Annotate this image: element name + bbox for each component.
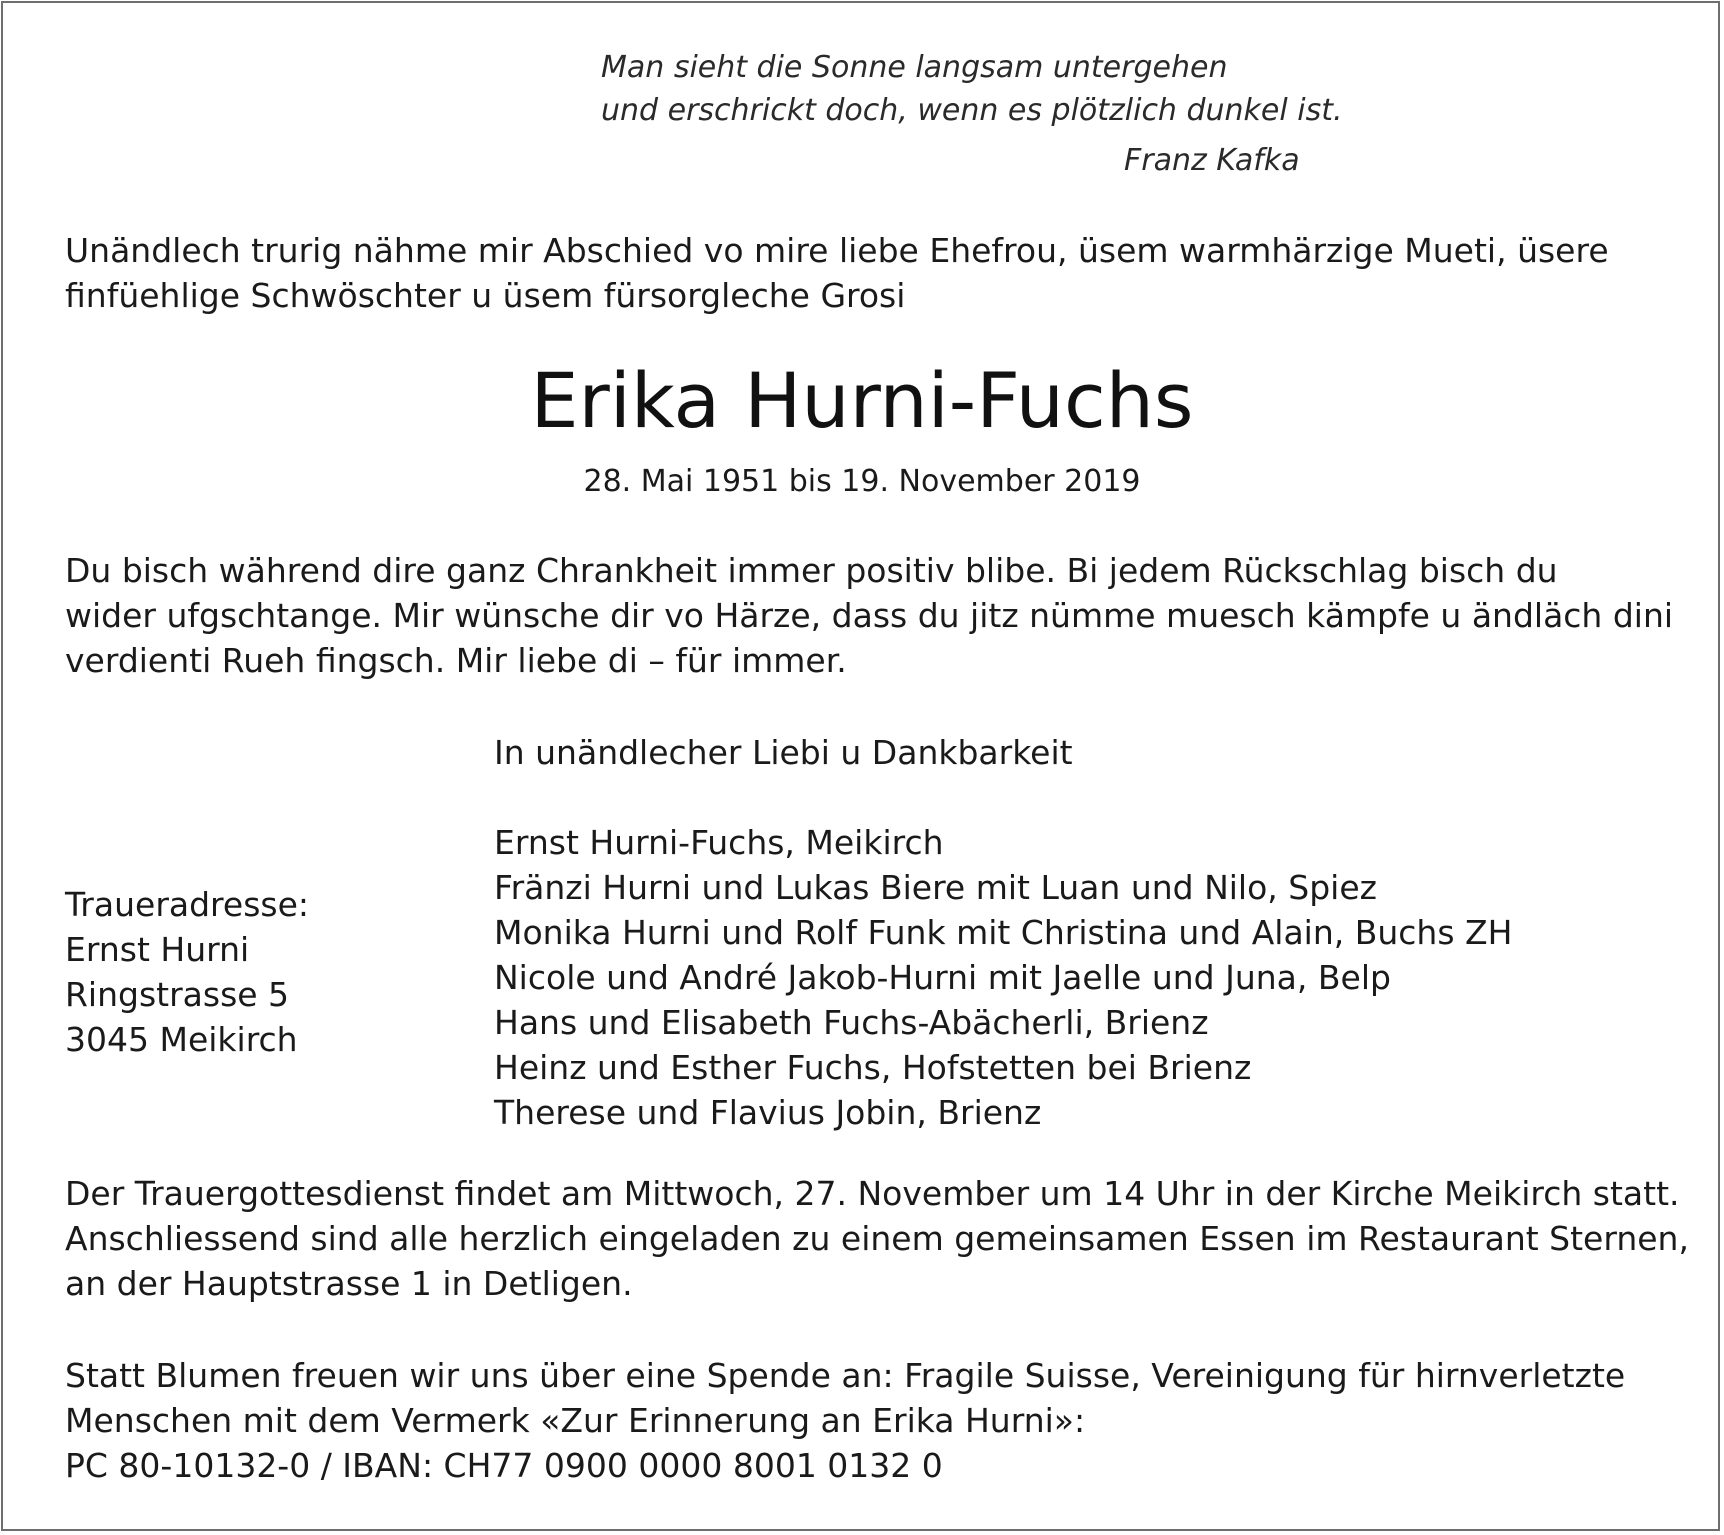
donation-info: [65, 1353, 1625, 1488]
mourner-entry: Fränzi Hurni und Lukas Biere mit Luan und Nilo, Spiez: [494, 868, 1377, 907]
address-street: Ringstrasse 5: [65, 975, 290, 1014]
donation-line: Menschen mit dem Vermerk «Zur Erinnerung an Erika Hurni»:: [65, 1401, 1086, 1440]
quote-line-2: und erschrickt doch, wenn es plötzlich dunkel ist.: [601, 93, 1343, 128]
message-line: Du bisch während dire ganz Chrankheit immer positiv blibe. Bi jedem Rückschlag bisch du: [65, 551, 1558, 590]
deceased-name: Erika Hurni-Fuchs: [530, 356, 1194, 445]
donation-line: PC 80-10132-0 / IBAN: CH77 0900 0000 8001 0132 0: [65, 1446, 943, 1485]
message-line: wider ufgschtange. Mir wünsche dir vo Härze, dass du jitz nümme muesch kämpfe u ändläch dini: [65, 596, 1674, 635]
donation-line: Statt Blumen freuen wir uns über eine Spende an: Fragile Suisse, Vereinigung für hirnverletzte: [65, 1356, 1626, 1395]
service-line: an der Hauptstrasse 1 in Detligen.: [65, 1264, 633, 1303]
mourner-entry: Ernst Hurni-Fuchs, Meikirch: [494, 823, 944, 862]
address-label: Traueradresse:: [65, 885, 310, 924]
service-line: Anschliessend sind alle herzlich eingeladen zu einem gemeinsamen Essen im Restaurant Sternen,: [65, 1219, 1689, 1258]
address-name: Ernst Hurni: [65, 930, 250, 969]
life-dates: 28. Mai 1951 bis 19. November 2019: [583, 464, 1141, 499]
mourning-address: [65, 882, 309, 1062]
mourner-entry: Monika Hurni und Rolf Funk mit Christina und Alain, Buchs ZH: [494, 913, 1513, 952]
mourner-entry: Hans und Elisabeth Fuchs-Abächerli, Brienz: [494, 1003, 1209, 1042]
address-city: 3045 Meikirch: [65, 1020, 298, 1059]
mourner-entry: Nicole und André Jakob-Hurni mit Jaelle und Juna, Belp: [494, 958, 1391, 997]
mourner-entry: Therese und Flavius Jobin, Brienz: [494, 1093, 1042, 1132]
message-text: [65, 548, 1673, 683]
intro-text: [65, 228, 1609, 318]
mourners-list: [494, 820, 1512, 1135]
intro-line: finfüehlige Schwöschter u üsem fürsorgleche Grosi: [65, 276, 906, 315]
quote-line-1: Man sieht die Sonne langsam untergehen: [601, 50, 1228, 85]
mourner-entry: Heinz und Esther Fuchs, Hofstetten bei Brienz: [494, 1048, 1252, 1087]
intro-line: Unändlech trurig nähme mir Abschied vo mire liebe Ehefrou, üsem warmhärzige Mueti, üsere: [65, 231, 1609, 270]
quote-author: Franz Kafka: [1124, 143, 1300, 178]
service-line: Der Trauergottesdienst findet am Mittwoch, 27. November um 14 Uhr in der Kirche Meikirch statt.: [65, 1174, 1680, 1213]
message-line: verdienti Rueh fingsch. Mir liebe di – für immer.: [65, 641, 847, 680]
closing-line: In unändlecher Liebi u Dankbarkeit: [494, 733, 1073, 772]
service-info: [65, 1171, 1689, 1306]
